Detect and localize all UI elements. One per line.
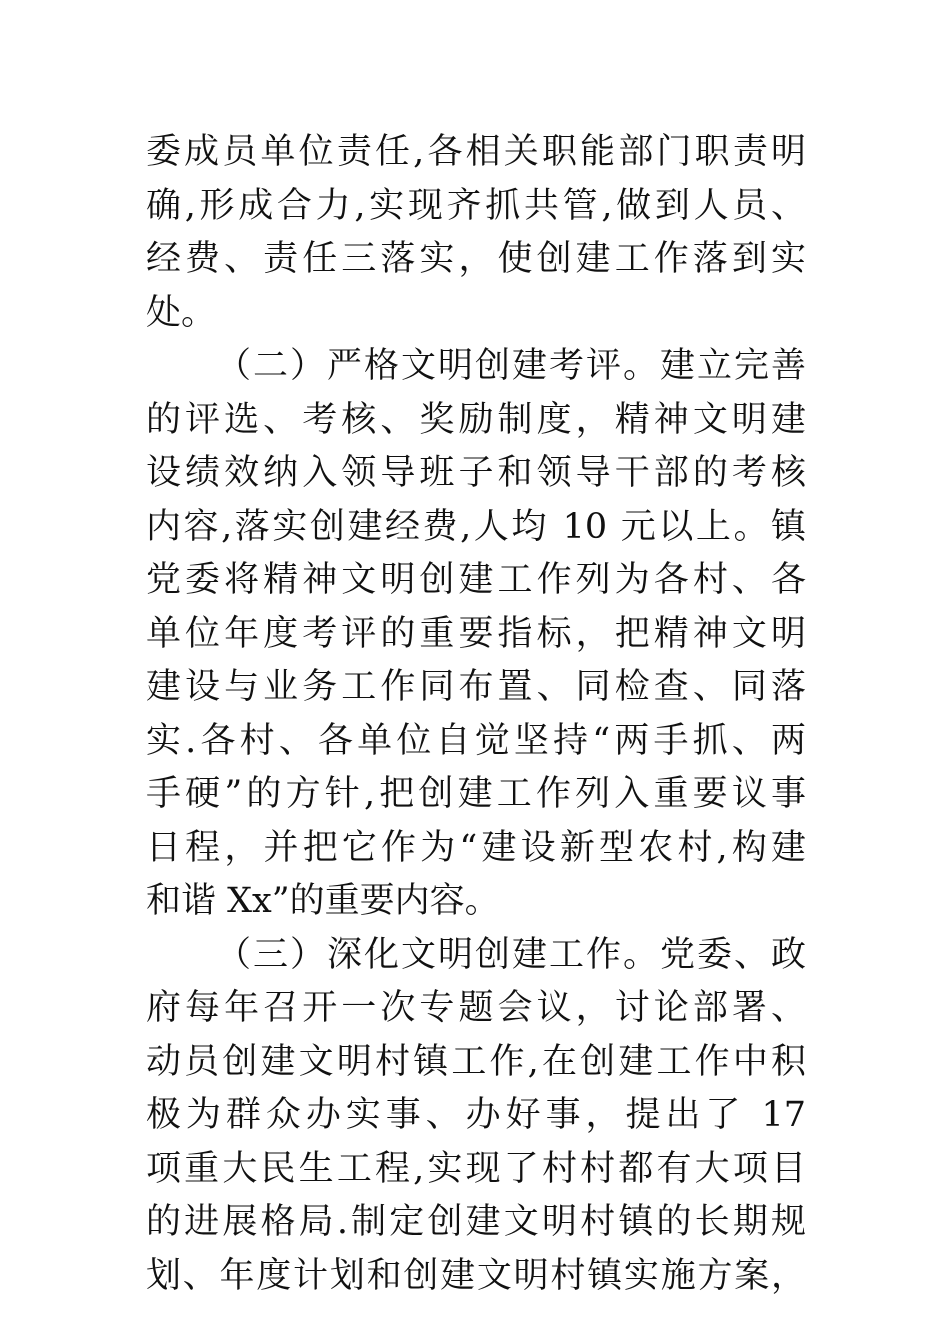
text-line: 划、年度计划和创建文明村镇实施方案， (146, 1255, 806, 1296)
text-line: （二）严格文明创建考评。建立完善 (216, 346, 806, 386)
paragraph-3 (146, 929, 806, 1304)
text-line: （三）深化文明创建工作。党委、政 (216, 934, 806, 975)
text-line: 处。 (146, 292, 217, 333)
document-body (146, 126, 806, 1303)
text-line: 日程，并把它作为“建设新型农村,构建 (146, 827, 806, 868)
text-line: 实.各村、各单位自觉坚持“两手抓、两 (146, 720, 806, 761)
text-line: 的评选、考核、奖励制度，精神文明建 (146, 399, 806, 440)
text-line: 项重大民生工程,实现了村村都有大项目 (146, 1148, 806, 1189)
text-line: 极为群众办实事、办好事，提出了 17 (146, 1095, 806, 1135)
text-line: 经费、责任三落实，使创建工作落到实 (146, 239, 806, 279)
paragraph-2 (146, 340, 806, 929)
text-line: 设绩效纳入领导班子和领导干部的考核 (146, 453, 806, 493)
text-line: 动员创建文明村镇工作,在创建工作中积 (146, 1041, 806, 1082)
text-line: 和谐 Xx”的重要内容。 (146, 881, 500, 921)
text-line: 单位年度考评的重要指标，把精神文明 (146, 613, 806, 654)
text-line: 党委将精神文明创建工作列为各村、各 (146, 560, 806, 600)
text-line: 手硬”的方针,把创建工作列入重要议事 (146, 774, 806, 814)
text-line: 确,形成合力,实现齐抓共管,做到人员、 (146, 185, 806, 226)
text-line: 内容,落实创建经费,人均 10 元以上。镇 (146, 506, 806, 547)
text-line: 府每年召开一次专题会议，讨论部署、 (146, 988, 806, 1028)
text-line: 的进展格局.制定创建文明村镇的长期规 (146, 1202, 806, 1242)
paragraph-1 (146, 126, 806, 340)
text-line: 建设与业务工作同布置、同检查、同落 (146, 667, 806, 707)
text-line: 委成员单位责任,各相关职能部门职责明 (146, 132, 806, 172)
